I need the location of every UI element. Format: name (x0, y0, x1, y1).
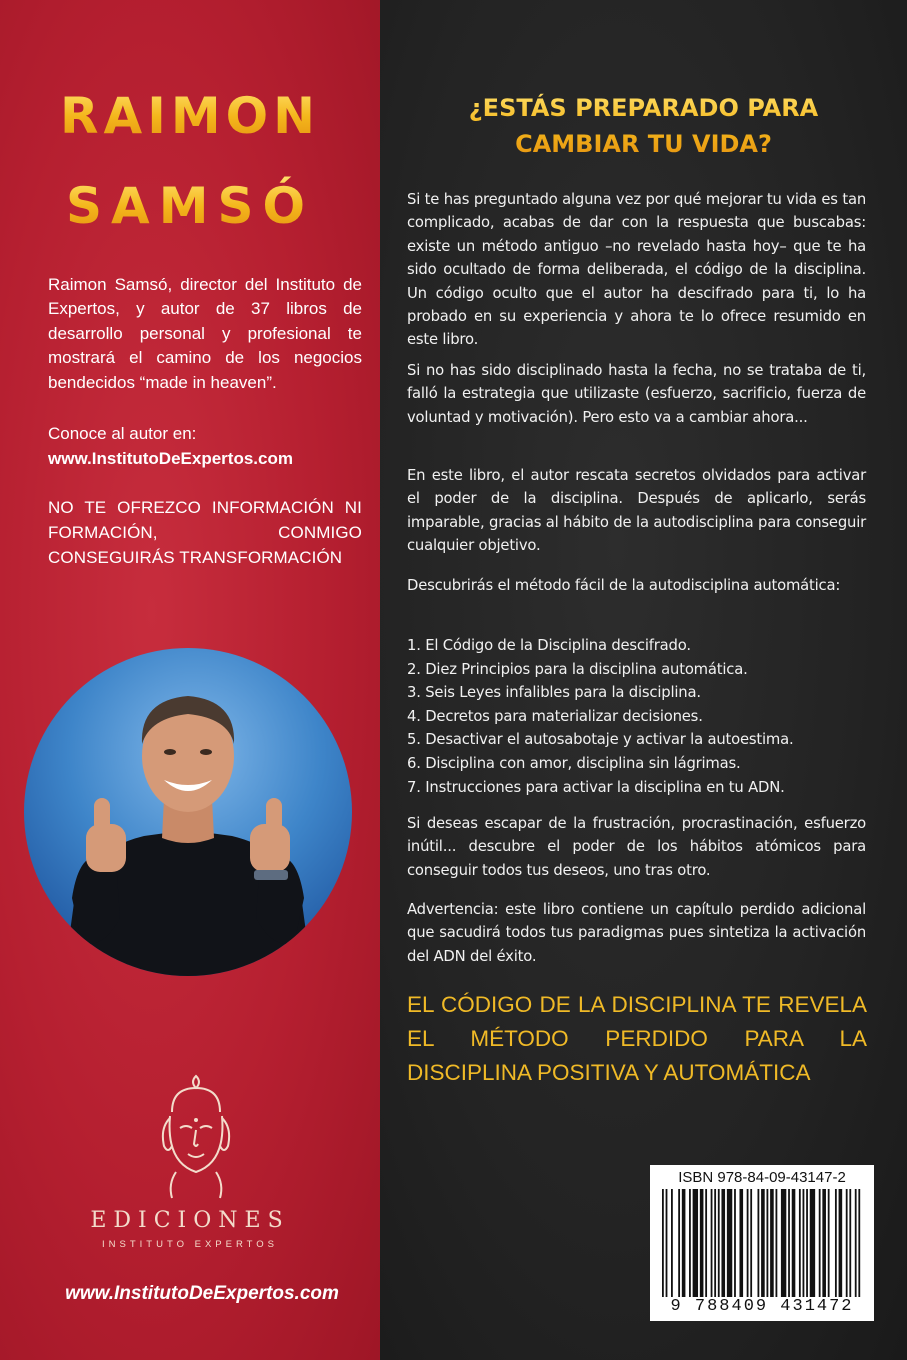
publisher-subtitle: INSTITUTO EXPERTOS (102, 1239, 278, 1250)
closing-statement: EL CÓDIGO DE LA DISCIPLINA TE REVELA EL MÉTODO PERDIDO PARA LA DISCIPLINA POSITIVA Y AUTOMÁTICA (407, 992, 867, 1085)
paragraph-discipline: Si no has sido disciplinado hasta la fecha, no se trataba de ti, falló la estrategia que utilizaste (esfuerzo, sacrificio, fuerza de voluntad y motivación). Pero esto va a cambiar ahora... (407, 362, 866, 426)
publisher-website-link[interactable]: www.InstitutoDeExpertos.com (65, 1283, 339, 1304)
paragraph-method-intro: Descubrirás el método fácil de la autodisciplina automática: (407, 577, 841, 594)
isbn-barcode-box (650, 1165, 874, 1321)
publisher-name: EDICIONES (90, 1208, 290, 1233)
author-website-link[interactable]: www.InstitutoDeExpertos.com (48, 449, 293, 468)
author-photo (24, 648, 352, 976)
author-first-name: RAIMON (0, 86, 380, 146)
feature-list (407, 634, 793, 799)
list-item: 5. Desactivar el autosabotaje y activar la autoestima. (407, 731, 794, 749)
paragraph-escape: Si deseas escapar de la frustración, procrastinación, esfuerzo inútil... descubre el poder de los hábitos atómicos para conseguir todos tus deseos, uno tras otro. (407, 815, 866, 879)
isbn-label: ISBN 978-84-09-43147-2 (678, 1169, 846, 1186)
meet-author-label: Conoce al autor en: (48, 424, 197, 443)
barcode-digits: 9 788409 431472 (670, 1297, 854, 1316)
author-portrait-illustration (24, 648, 352, 976)
author-motto: NO TE OFREZCO INFORMACIÓN NI FORMACIÓN, CONMIGO CONSEGUIRÁS TRANSFORMACIÓN (48, 498, 362, 567)
headline-line-1: ¿ESTÁS PREPARADO PARA (468, 94, 819, 122)
author-bio: Raimon Samsó, director del Instituto de Expertos, y autor de 37 libros de desarrollo personal y profesional te mostrará el camino de los negocios bendecidos “made in heaven”. (48, 275, 362, 392)
list-item: 1. El Código de la Disciplina descifrado. (407, 637, 691, 654)
headline (380, 90, 907, 162)
author-last-name: SAMSÓ (0, 176, 380, 236)
headline-line-2: CAMBIAR TU VIDA? (515, 130, 772, 158)
paragraph-book: En este libro, el autor rescata secretos olvidados para activar el poder de la disciplina. Después de aplicarlo, serás imparable, gracias al hábito de la autodisciplina para conseguir cualquier objetivo. (407, 467, 866, 555)
paragraph-warning: Advertencia: este libro contiene un capítulo perdido adicional que sacudirá todos tus paradigmas pues sintetiza la activación del ADN del éxito. (407, 901, 866, 965)
list-item: 3. Seis Leyes infalibles para la disciplina. (407, 684, 701, 702)
barcode-icon (662, 1189, 862, 1297)
list-item: 4. Decretos para materializar decisiones. (407, 707, 703, 725)
list-item: 6. Disciplina con amor, disciplina sin lágrimas. (407, 754, 741, 772)
intro-paragraph: Si te has preguntado alguna vez por qué mejorar tu vida es tan complicado, acabas de dar con la respuesta que buscabas: existe un método antiguo –no revelado hasta hoy– que te ha sido ocultado de forma deliberada, el código de la disciplina. Un código oculto que el autor ha descifrado para ti, lo ha probado en su experiencia y ahora te lo ofrece resumido en este libro. (407, 191, 866, 349)
buddha-head-icon (150, 1072, 242, 1200)
list-item: 7. Instrucciones para activar la disciplina en tu ADN. (407, 778, 785, 796)
list-item: 2. Diez Principios para la disciplina automática. (407, 660, 748, 678)
